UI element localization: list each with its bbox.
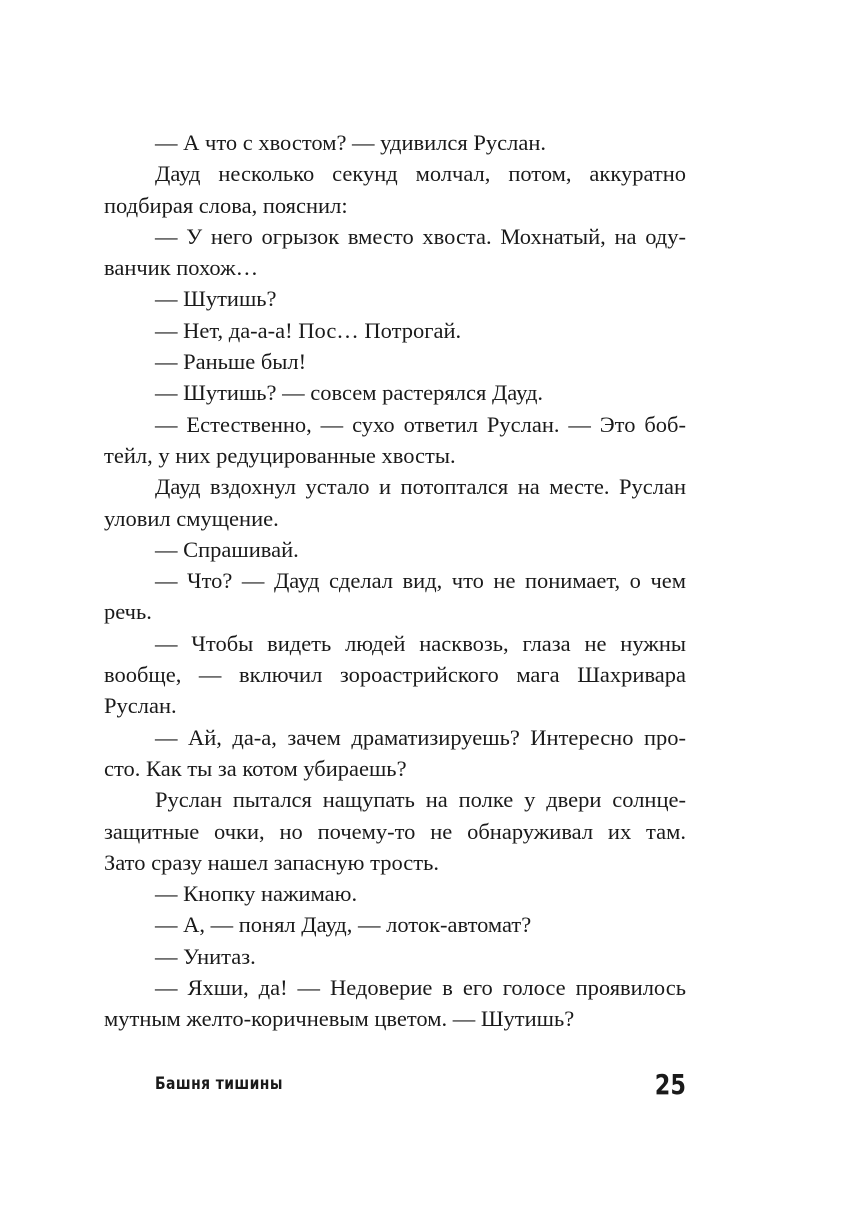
text-line: тейл, у них редуцированные хвосты. — [104, 442, 456, 468]
text-line: — Что? — Дауд сделал вид, что не понимает, о чем — [155, 568, 686, 594]
text-line: — Кнопку нажимаю. — [155, 881, 358, 907]
text-line: вообще, — включил зороастрийского мага Шахривара — [104, 662, 686, 688]
text-line: — А что с хвостом? — удивился Руслан. — [155, 130, 546, 155]
text-line: ванчик похож… — [104, 255, 259, 281]
page-footer — [155, 1068, 686, 1102]
text-line: мутным желто-коричневым цветом. — Шутишь? — [104, 1006, 575, 1032]
text-line: Руслан пытался нащупать на полке у двери солнце- — [155, 787, 686, 813]
text-line: — Унитаз. — [155, 943, 256, 969]
page-body-text — [104, 127, 686, 1035]
text-line: Руслан. — [104, 693, 177, 719]
text-line: речь. — [104, 599, 152, 625]
text-line: Дауд несколько секунд молчал, потом, аккуратно — [155, 161, 686, 187]
page-number: 25 — [654, 1068, 686, 1101]
text-line: — Чтобы видеть людей насквозь, глаза не нужны — [155, 630, 686, 656]
text-line: — Раньше был! — [155, 349, 307, 375]
text-line: Зато сразу нашел запасную трость. — [104, 849, 439, 875]
text-line: — У него огрызок вместо хвоста. Мохнатый, на оду- — [155, 223, 686, 249]
text-line: — Естественно, — сухо ответил Руслан. — Это боб- — [155, 411, 686, 437]
text-line: защитные очки, но почему-то не обнаруживал их там. — [104, 818, 686, 844]
text-line: — Шутишь? — [155, 286, 277, 312]
running-title: Башня тишины — [155, 1074, 283, 1094]
text-line: Дауд вздохнул устало и потоптался на месте. Руслан — [155, 474, 686, 500]
text-line: — Спрашивай. — [155, 536, 299, 562]
text-line: подбирая слова, пояснил: — [104, 192, 348, 218]
text-line: — Ай, да-а, зачем драматизируешь? Интересно про- — [155, 724, 686, 750]
text-line: — А, — понял Дауд, — лоток-автомат? — [155, 912, 532, 938]
text-line: — Нет, да-а-а! Пос… Потрогай. — [155, 317, 462, 343]
text-line: сто. Как ты за котом убираешь? — [104, 755, 407, 781]
text-line: — Шутишь? — совсем растерялся Дауд. — [155, 380, 544, 406]
text-line: — Яхши, да! — Недоверие в его голосе проявилось — [155, 975, 686, 1001]
text-line: уловил смущение. — [104, 505, 279, 531]
